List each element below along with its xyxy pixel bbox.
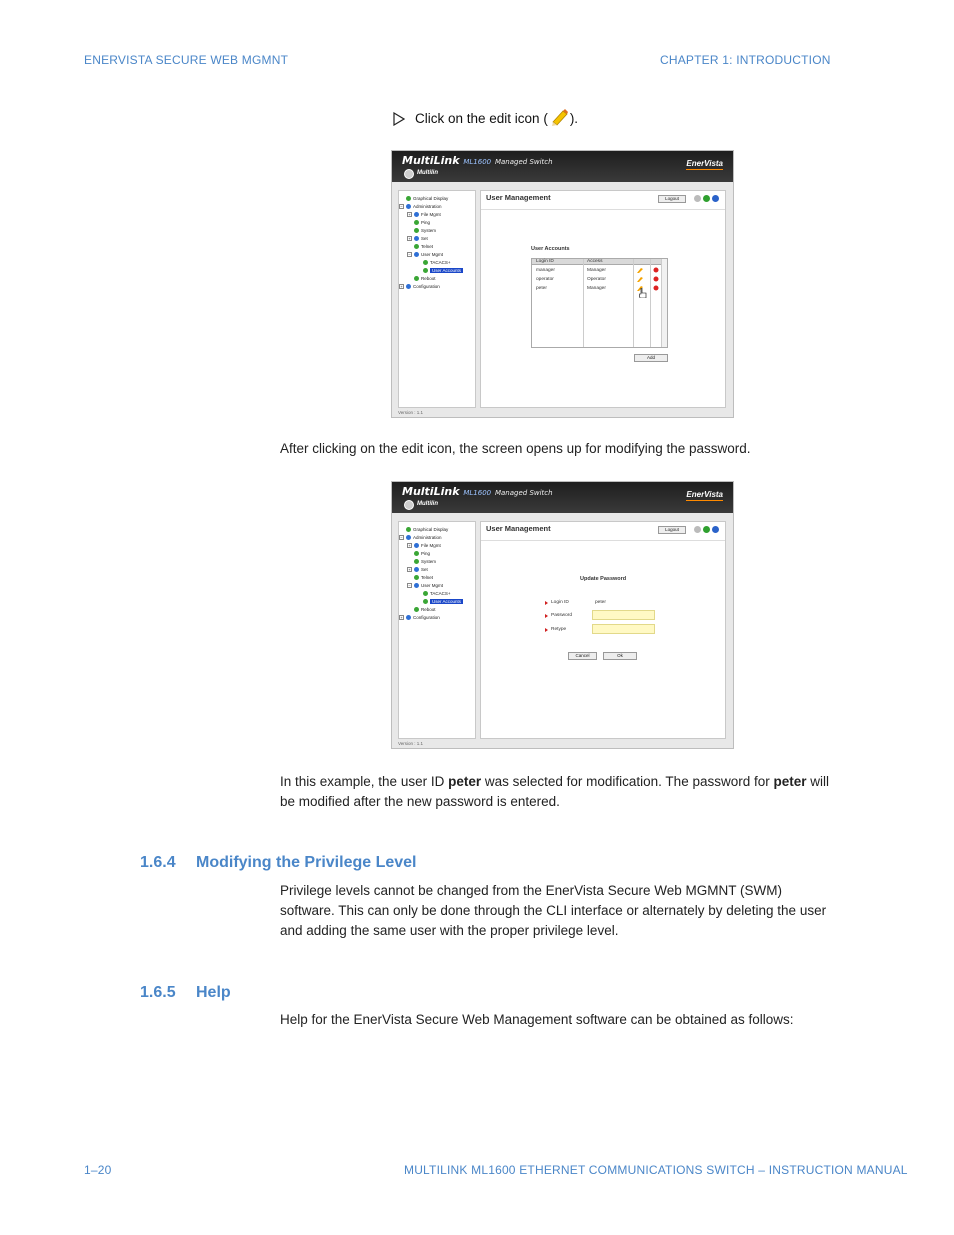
brand-subtitle: Managed Switch xyxy=(494,489,553,497)
running-header-right: CHAPTER 1: INTRODUCTION xyxy=(660,53,831,67)
main-panel xyxy=(480,190,726,408)
page-title: User Management xyxy=(486,524,551,533)
node-icon xyxy=(406,284,411,289)
table-row-access: Manager xyxy=(587,268,606,273)
brand-name: MultiLink xyxy=(402,485,460,498)
node-icon xyxy=(414,607,419,612)
bold-user-id: peter xyxy=(773,774,807,789)
main-panel xyxy=(480,521,726,739)
node-icon xyxy=(414,551,419,556)
table-row-access: Operator xyxy=(587,277,606,282)
section-paragraph: Privilege levels cannot be changed from the EnerVista Secure Web MGMNT (SWM) software. This can only be done through the CLI interface or alternately by deleting the user and adding the same user with the proper privilege level. xyxy=(280,883,827,938)
expand-icon[interactable]: + xyxy=(408,543,411,548)
expand-icon[interactable]: + xyxy=(400,615,403,620)
app-header-bar xyxy=(392,151,733,182)
step-instruction xyxy=(393,108,578,129)
tree-item-system[interactable]: System xyxy=(414,228,436,233)
node-icon xyxy=(414,228,419,233)
add-button[interactable]: Add xyxy=(634,354,668,362)
help-icon[interactable] xyxy=(712,195,719,202)
version-label: Version : 1.1 xyxy=(398,741,424,746)
tree-item-reboot[interactable]: Reboot xyxy=(414,607,436,612)
collapse-icon[interactable]: − xyxy=(400,204,403,209)
tree-item-administration[interactable]: − Administration xyxy=(400,204,442,209)
section-title: Help xyxy=(196,984,231,1001)
delete-icon[interactable] xyxy=(653,267,659,275)
table-row-login: peter xyxy=(536,286,547,291)
table-row-login: manager xyxy=(536,268,555,273)
node-icon xyxy=(414,236,419,241)
node-icon xyxy=(414,212,419,217)
brand-name: MultiLink xyxy=(402,154,460,167)
node-icon xyxy=(406,196,411,201)
brand-subtitle: Managed Switch xyxy=(494,158,553,166)
tree-item-reboot[interactable]: Reboot xyxy=(414,276,436,281)
node-icon xyxy=(423,268,428,273)
node-icon xyxy=(423,591,428,596)
enervista-logo: EnerVista xyxy=(686,159,723,168)
tree-item-ping[interactable]: Ping xyxy=(414,551,430,556)
node-icon xyxy=(414,276,419,281)
cancel-button[interactable]: Cancel xyxy=(568,652,597,660)
title-divider xyxy=(481,540,725,541)
password-label: Password xyxy=(545,613,572,618)
brand-model: ML1600 xyxy=(463,489,492,497)
section-number: 1.6.4 xyxy=(140,854,176,871)
collapse-icon[interactable]: − xyxy=(408,252,411,257)
login-id-value: peter xyxy=(595,600,606,605)
paragraph-after-edit: After clicking on the edit icon, the screen opens up for modifying the password. xyxy=(280,441,751,456)
column-divider xyxy=(583,259,584,347)
column-header-access: Access xyxy=(587,259,603,264)
node-icon xyxy=(414,583,419,588)
page-title: User Management xyxy=(486,193,551,202)
retype-input[interactable] xyxy=(592,624,655,634)
tree-item-user-mgmt[interactable]: − User Mgmt xyxy=(408,583,444,588)
refresh-icon[interactable] xyxy=(703,195,710,202)
logout-button[interactable]: Logout xyxy=(658,195,686,203)
enervista-logo: EnerVista xyxy=(686,490,723,499)
tree-item-graphical-display[interactable]: Graphical Display xyxy=(406,527,448,532)
edit-pencil-icon[interactable] xyxy=(637,276,643,284)
node-icon xyxy=(406,615,411,620)
section-paragraph: Help for the EnerVista Secure Web Management software can be obtained as follows: xyxy=(280,1012,794,1027)
column-header-login: Login ID xyxy=(536,259,554,264)
update-password-screenshot xyxy=(391,481,734,749)
ge-logo-icon xyxy=(404,169,414,179)
tree-item-set[interactable]: + Set xyxy=(408,236,428,241)
tree-item-user-accounts[interactable]: User Accounts xyxy=(423,268,463,273)
node-icon xyxy=(423,260,428,265)
retype-label: Retype xyxy=(545,627,566,632)
help-icon[interactable] xyxy=(712,526,719,533)
save-icon[interactable] xyxy=(694,195,701,202)
title-divider xyxy=(481,209,725,210)
tree-item-configuration[interactable]: + Configuration xyxy=(400,615,440,620)
tree-item-user-accounts[interactable]: User Accounts xyxy=(423,599,463,604)
expand-icon[interactable]: + xyxy=(408,567,411,572)
collapse-icon[interactable]: − xyxy=(408,583,411,588)
table-scrollbar[interactable] xyxy=(661,259,667,347)
brand-model: ML1600 xyxy=(463,158,492,166)
node-icon xyxy=(414,244,419,249)
save-icon[interactable] xyxy=(694,526,701,533)
bullet-arrow-icon xyxy=(545,601,548,605)
node-icon xyxy=(414,567,419,572)
node-icon xyxy=(423,599,428,604)
refresh-icon[interactable] xyxy=(703,526,710,533)
login-id-label: Login ID xyxy=(545,600,569,605)
tree-item-set[interactable]: + Set xyxy=(408,567,428,572)
tree-item-file-mgmt[interactable]: + File Mgmt xyxy=(408,543,441,548)
node-icon xyxy=(406,527,411,532)
app-header-bar xyxy=(392,482,733,513)
node-icon xyxy=(414,252,419,257)
company-name: Multilin xyxy=(417,170,438,176)
nav-tree xyxy=(398,521,476,739)
edit-pencil-icon[interactable] xyxy=(637,267,643,275)
step-text-before: Click on the edit icon ( xyxy=(415,111,548,126)
running-header-left: ENERVISTA SECURE WEB MGMNT xyxy=(84,53,289,67)
delete-icon[interactable] xyxy=(653,285,659,293)
collapse-icon[interactable]: − xyxy=(400,535,403,540)
step-triangle-icon xyxy=(393,112,405,126)
update-password-title: Update Password xyxy=(580,576,627,582)
bullet-arrow-icon xyxy=(545,628,548,632)
column-divider xyxy=(650,259,651,347)
section-number: 1.6.5 xyxy=(140,984,176,1001)
section-title: Modifying the Privilege Level xyxy=(196,854,417,871)
paragraph-example: In this example, the user ID peter was selected for modification. The password for peter will be modified after the new password is entered. xyxy=(280,774,829,809)
step-text-after: ). xyxy=(569,111,579,126)
table-title: User Accounts xyxy=(531,246,570,252)
delete-icon[interactable] xyxy=(653,276,659,284)
user-accounts-screenshot xyxy=(391,150,734,418)
tree-item-tacacs[interactable]: TACACS+ xyxy=(423,591,451,596)
company-name: Multilin xyxy=(417,501,438,507)
version-label: Version : 1.1 xyxy=(398,410,424,415)
password-input[interactable] xyxy=(592,610,655,620)
hand-cursor-icon xyxy=(639,288,647,300)
tree-item-tacacs[interactable]: TACACS+ xyxy=(423,260,451,265)
page-number: 1–20 xyxy=(84,1163,112,1177)
expand-icon[interactable]: + xyxy=(408,212,411,217)
tree-item-configuration[interactable]: + Configuration xyxy=(400,284,440,289)
tree-item-file-mgmt[interactable]: + File Mgmt xyxy=(408,212,441,217)
bold-user-id: peter xyxy=(448,774,482,789)
ge-logo-icon xyxy=(404,500,414,510)
table-row-access: Manager xyxy=(587,286,606,291)
tree-item-administration[interactable]: − Administration xyxy=(400,535,442,540)
node-icon xyxy=(414,559,419,564)
tree-item-ping[interactable]: Ping xyxy=(414,220,430,225)
pencil-icon xyxy=(549,108,569,129)
node-icon xyxy=(414,543,419,548)
column-divider xyxy=(633,259,634,347)
node-icon xyxy=(414,575,419,580)
expand-icon[interactable]: + xyxy=(400,284,403,289)
nav-tree xyxy=(398,190,476,408)
node-icon xyxy=(406,204,411,209)
tree-item-telnet[interactable]: Telnet xyxy=(414,244,433,249)
bullet-arrow-icon xyxy=(545,614,548,618)
footer-title: MULTILINK ML1600 ETHERNET COMMUNICATIONS SWITCH – INSTRUCTION MANUAL xyxy=(404,1163,908,1177)
table-row-login: operator xyxy=(536,277,554,282)
logout-button[interactable]: Logout xyxy=(658,526,686,534)
ok-button[interactable]: Ok xyxy=(603,652,637,660)
tree-item-user-mgmt[interactable]: − User Mgmt xyxy=(408,252,444,257)
node-icon xyxy=(414,220,419,225)
node-icon xyxy=(406,535,411,540)
user-accounts-table xyxy=(531,258,668,348)
tree-item-graphical-display[interactable]: Graphical Display xyxy=(406,196,448,201)
expand-icon[interactable]: + xyxy=(408,236,411,241)
tree-item-system[interactable]: System xyxy=(414,559,436,564)
tree-item-telnet[interactable]: Telnet xyxy=(414,575,433,580)
